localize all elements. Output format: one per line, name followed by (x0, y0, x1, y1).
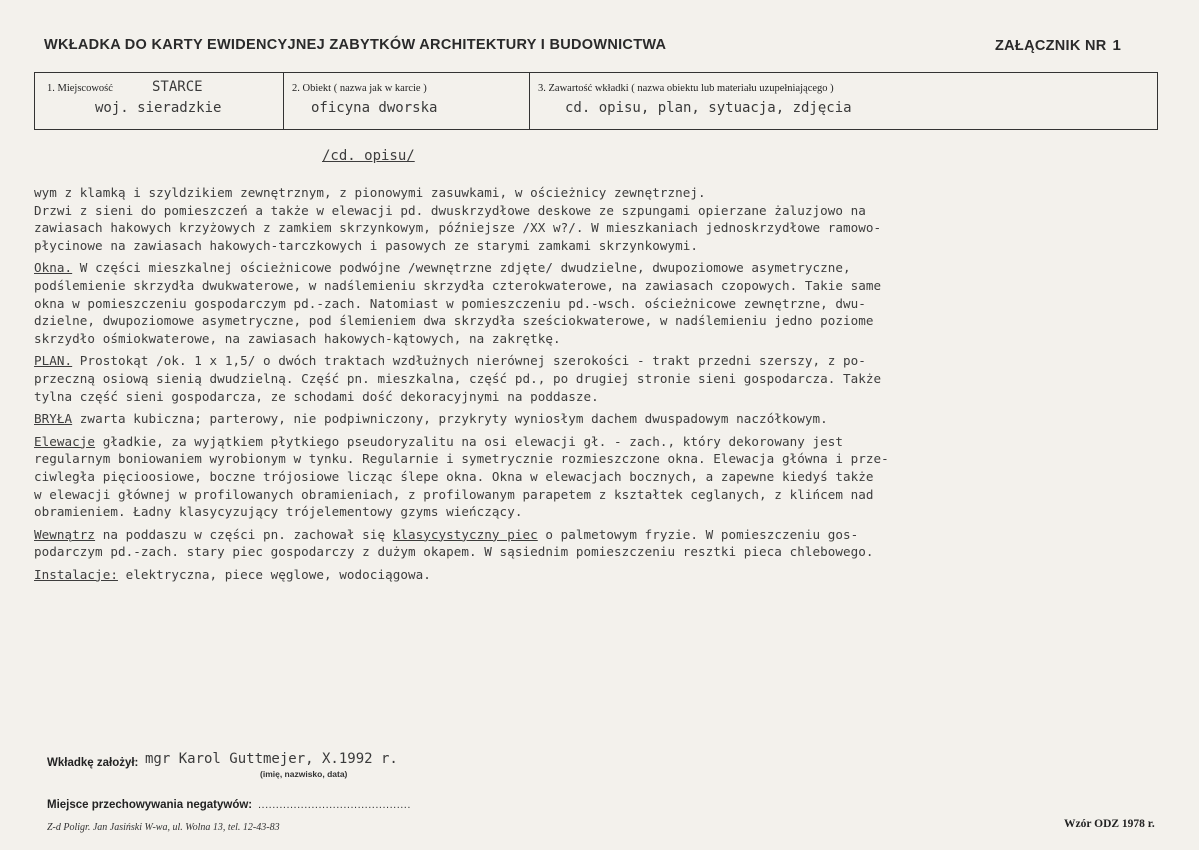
text-line: zwarta kubiczna; parterowy, nie podpiwniczony, przykryty wyniosłym dachem dwuspadowym naczółkowym. (72, 411, 828, 427)
paragraph-installations (34, 566, 1164, 584)
paragraph-heading: Instalacje: (34, 566, 118, 582)
paragraph-heading: BRYŁA (34, 411, 73, 427)
field-divider (529, 73, 530, 129)
text-line: dzielne, dwupoziomowe asymetryczne, pod ślemieniem dwa skrzydła sześciokwaterowe, w nadślemieniu jedno poziome (34, 313, 874, 329)
text-line: zawiasach hakowych krzyżowych z zamkiem skrzynkowym, późniejsze /XX w?/. W mieszkaniach jednoskrzydłowe ramowo- (34, 220, 882, 236)
field-1-value-town: STARCE (152, 79, 203, 95)
paragraph-heading: Wewnątrz (34, 526, 96, 542)
attachment-number-value: 1 (1112, 37, 1122, 54)
text-line: Drzwi z sieni do pomieszczeń a także w elewacji pd. dwuskrzydłowe deskowe ze szpungami opierzane żaluzjowo na (34, 202, 866, 218)
form-model: Wzór ODZ 1978 r. (1064, 818, 1155, 830)
negatives-label: Miejsce przechowywania negatywów: (47, 799, 253, 811)
text-line: obramieniem. Ładny klasycyzujący trójelementowy gzyms wieńczący. (34, 504, 523, 520)
field-2-label: 2. Obiekt ( nazwa jak w karcie ) (292, 83, 427, 94)
paragraph-heading: Elewacje (34, 433, 96, 449)
field-3-value: cd. opisu, plan, sytuacja, zdjęcia (565, 100, 852, 116)
field-1-value-region: woj. sieradzkie (95, 100, 222, 116)
form-title: WKŁADKA DO KARTY EWIDENCYJNEJ ZABYTKÓW ARCHITEKTURY I BUDOWNICTWA (44, 37, 667, 53)
text-line: w elewacji głównej w profilowanych obramieniach, z profilowanym parapetem z kształtek ceglanych, z klińcem nad (34, 486, 874, 502)
paragraph-elevations (34, 433, 1164, 451)
field-divider (283, 73, 284, 129)
section-heading: /cd. opisu/ (322, 148, 415, 164)
underlined-phrase: klasycystyczny piec (392, 526, 538, 542)
text-line: Prostokąt /ok. 1 x 1,5/ o dwóch traktach wzdłużnych nierównej szerokości - trakt przedni szerszy, z po- (72, 353, 866, 369)
text-line: skrzydło ośmiokwaterowe, na zawiasach hakowych-kątowych, na zakrętkę. (34, 330, 561, 346)
author-label: Wkładkę założył: (47, 757, 139, 769)
text-segment: na poddaszu w części pn. zachował się (95, 526, 393, 542)
paragraph-windows (34, 259, 1164, 277)
text-line: ciwległa pięcioosiowe, boczne trójosiowe licząc ślepe okna. Okna w elewacjach bocznych, a zapewne kiedyś także (34, 468, 874, 484)
attachment-label: ZAŁĄCZNIK NR (995, 38, 1107, 54)
description-text (34, 184, 1164, 583)
paragraph-heading: Okna. (34, 260, 73, 276)
text-line: elektryczna, piece węglowe, wodociągowa. (117, 566, 431, 582)
field-2-value: oficyna dworska (311, 100, 438, 116)
text-line: podślemienie skrzydła dwukwaterowe, w nadślemieniu skrzydła czterokwaterowe, na zawiasach czopowych. Takie same (34, 277, 882, 293)
text-segment: o palmetowym fryzie. W pomieszczeniu gos- (537, 526, 859, 542)
text-line: wym z klamką i szyldzikiem zewnętrznym, z pionowymi zasuwkami, w ościeżnicy zewnętrznej. (34, 185, 706, 200)
negatives-dotted-line: ........................................... (258, 799, 411, 811)
text-line: płycinowe na zawiasach hakowych-tarczkowych i pasowych ze starymi zamkami skrzynkowymi. (34, 237, 698, 253)
text-line: podarczym pd.-zach. stary piec gospodarczy z dużym okapem. W sąsiednim pomieszczeniu resztki pieca chlebowego. (34, 544, 874, 560)
header-fields-box (34, 72, 1158, 130)
author-value: mgr Karol Guttmejer, X.1992 r. (145, 751, 398, 767)
text-line: gładkie, za wyjątkiem płytkiego pseudoryzalitu na osi elewacji gł. - zach., który dekorowany jest (95, 433, 844, 449)
printer-info: Z-d Poligr. Jan Jasiński W-wa, ul. Wolna 13, tel. 12-43-83 (47, 822, 280, 833)
text-line: W części mieszkalnej ościeżnicowe podwójne /wewnętrzne zdjęte/ dwudzielne, dwupoziomowe asymetryczne, (72, 260, 851, 276)
author-hint: (imię, nazwisko, data) (260, 769, 348, 779)
field-1-label: 1. Miejscowość (47, 83, 113, 94)
paragraph-heading: PLAN. (34, 353, 73, 369)
text-line: okna w pomieszczeniu gospodarczym pd.-zach. Natomiast w pomieszczeniu pd.-wsch. ościeżnicowe zewnętrzne, dwu- (34, 295, 866, 311)
text-line: tylna część sieni gospodarcza, ze schodami dość dekoracyjnymi na poddasze. (34, 388, 599, 404)
paragraph-interior (34, 526, 1164, 544)
paragraph-massing (34, 410, 1164, 428)
field-3-label: 3. Zawartość wkładki ( nazwa obiektu lub materiału uzupełniającego ) (538, 83, 834, 94)
paragraph-plan (34, 352, 1164, 370)
text-line: przeczną osiową sienią dwudzielną. Część pn. mieszkalna, część pd., po drugiej stronie sieni gospodarcza. Także (34, 370, 882, 386)
attachment-number (995, 37, 1121, 54)
text-line: regularnym boniowaniem wyrobionym w tynku. Regularnie i symetrycznie rozmieszczone okna. Elewacja główna i prze- (34, 451, 889, 467)
